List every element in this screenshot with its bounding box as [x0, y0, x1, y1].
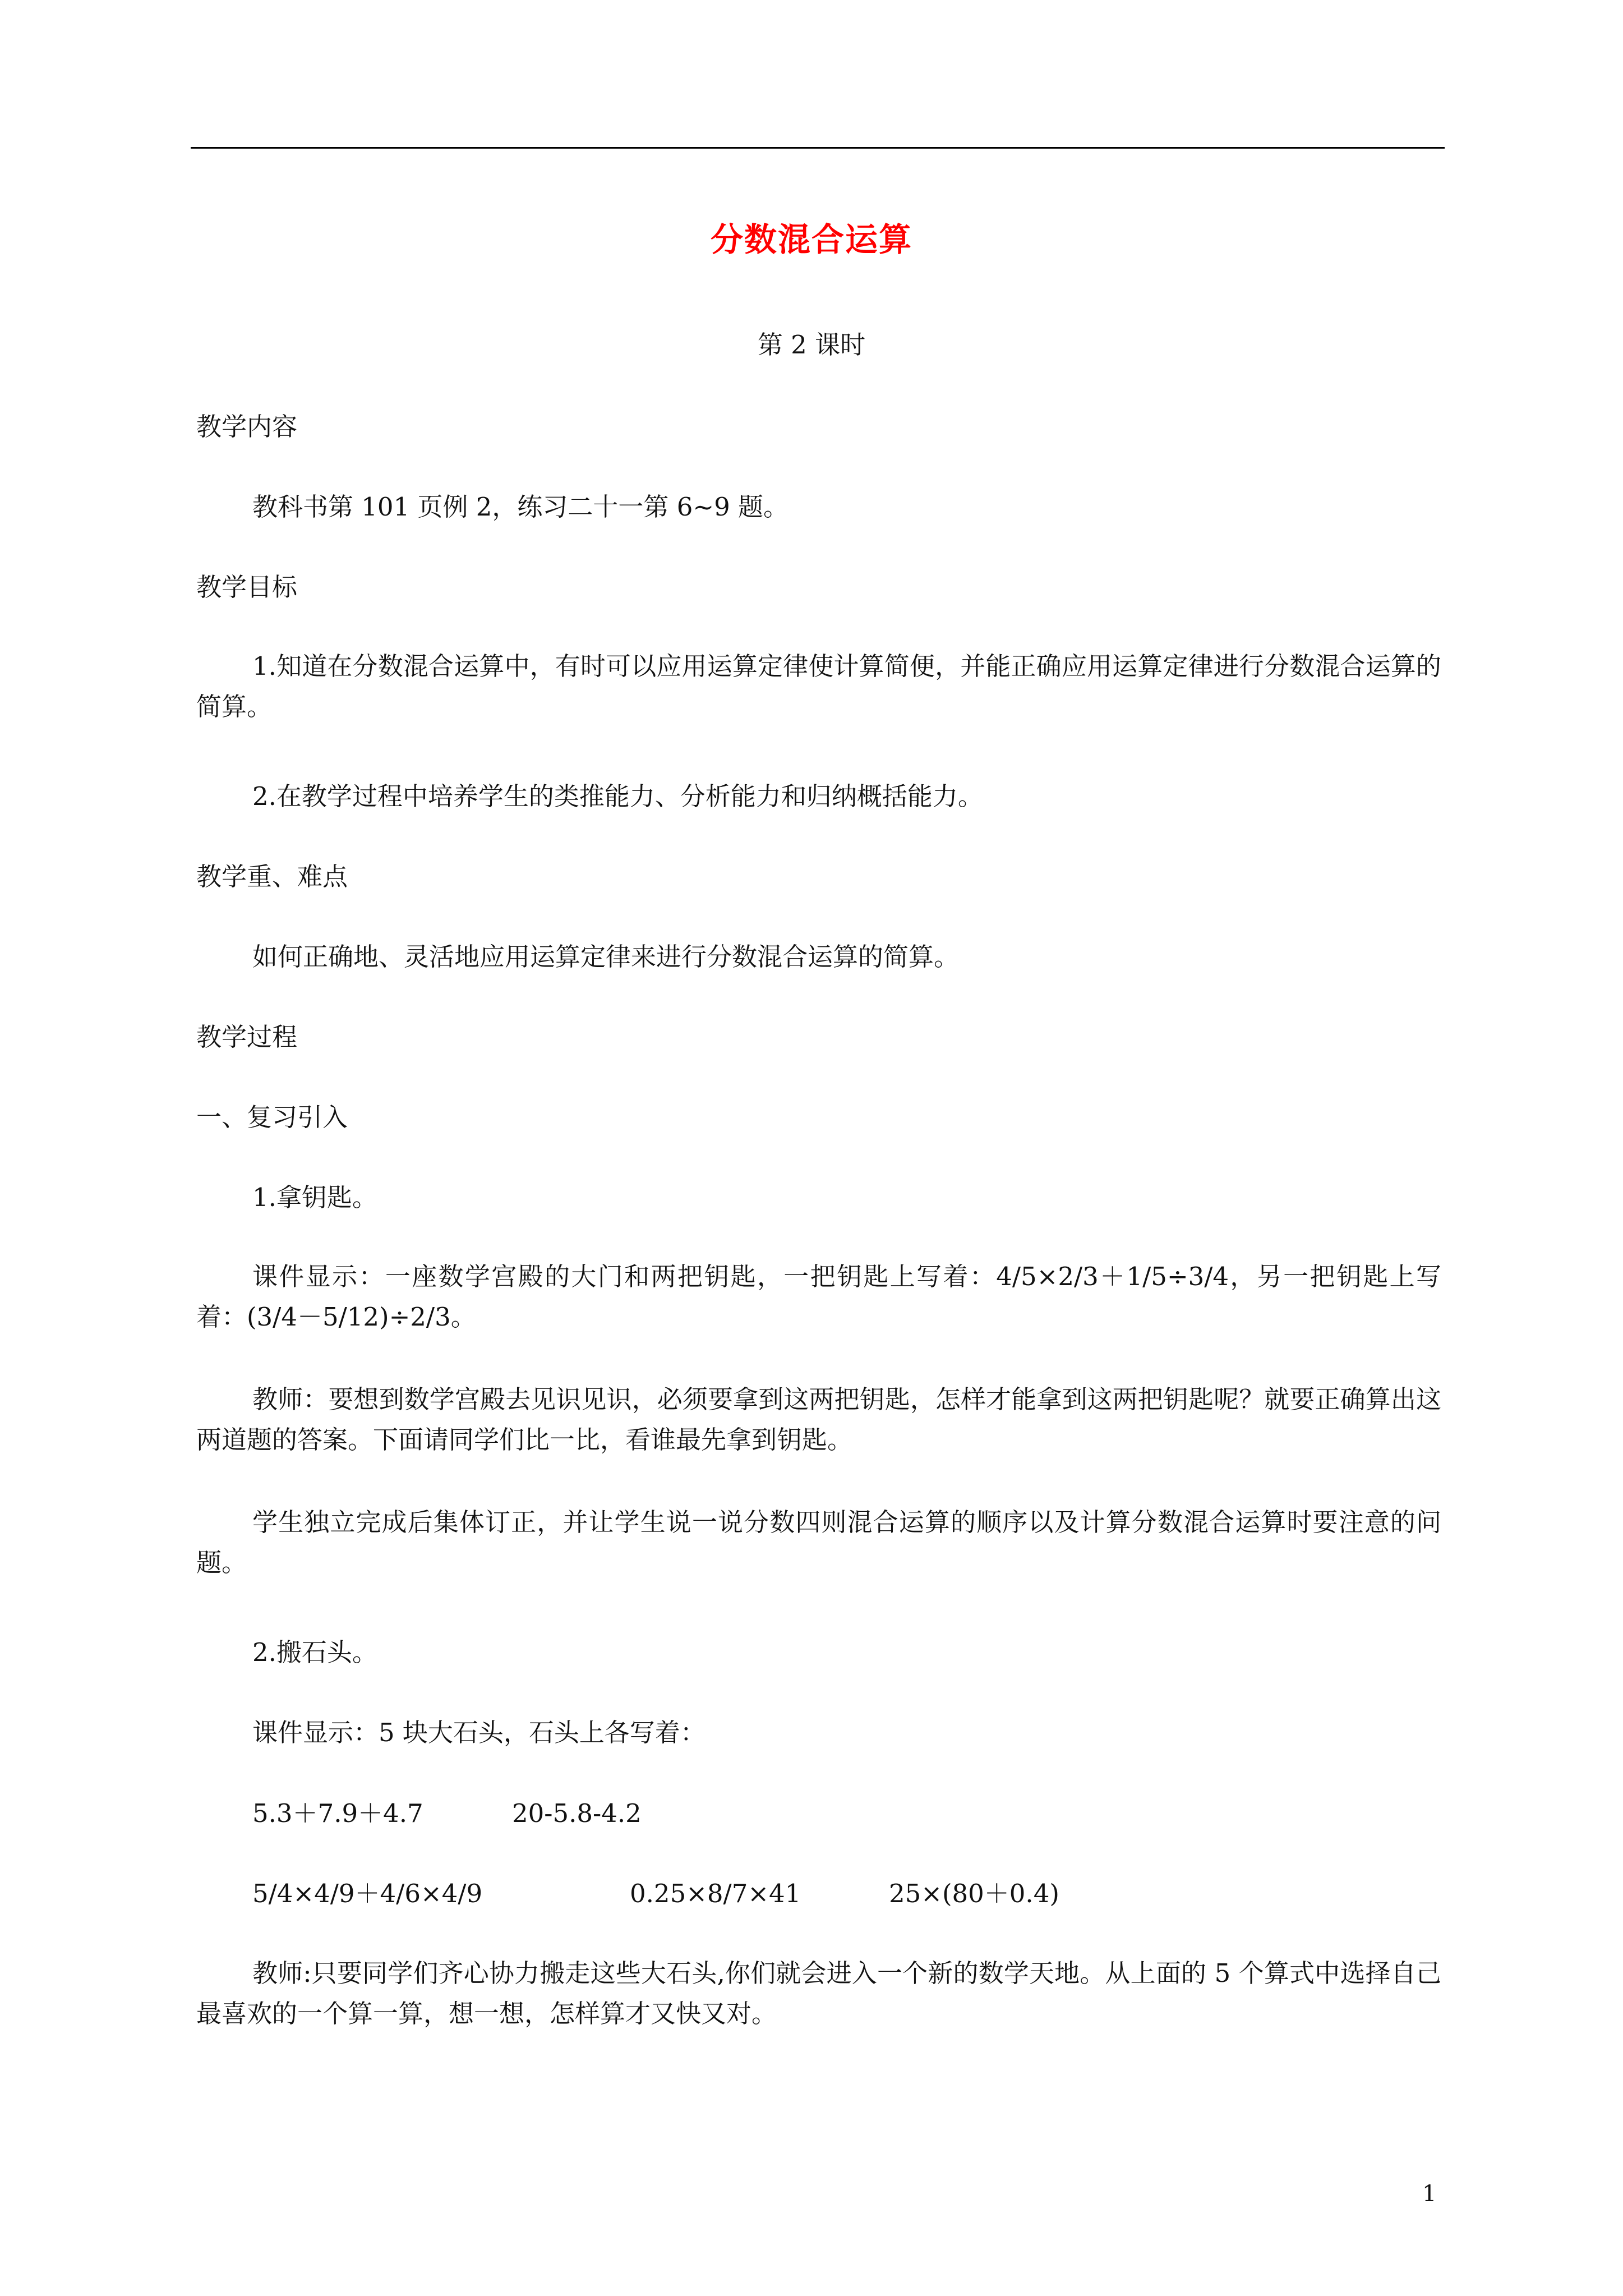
step-2-title: 2.搬石头。: [252, 1637, 377, 1667]
step-1-teacher: 教师：要想到数学宫殿去见识见识，必须要拿到这两把钥匙，怎样才能拿到这两把钥匙呢？就要正确算出这两道题的答案。下面请同学们比一比，看谁最先拿到钥匙。: [196, 1384, 1441, 1455]
formula: 5/4×4/9＋4/6×4/9: [252, 1879, 483, 1908]
lesson-number: 第 2 课时: [757, 330, 866, 360]
formula: 0.25×8/7×41: [630, 1879, 801, 1908]
heading-process: 教学过程: [196, 1022, 298, 1052]
step-2-display: 课件显示：5 块大石头，石头上各写着：: [252, 1718, 706, 1747]
step-1-display: 课件显示：一座数学宫殿的大门和两把钥匙，一把钥匙上写着：4/5×2/3＋1/5÷3/4，另一把钥匙上写着：(3/4－5/12)÷2/3。: [196, 1262, 1441, 1332]
goal-2: 2.在教学过程中培养学生的类推能力、分析能力和归纳概括能力。: [252, 781, 983, 811]
step-2-teacher: 教师:只要同学们齐心协力搬走这些大石头,你们就会进入一个新的数学天地。从上面的 5 个算式中选择自己最喜欢的一个算一算，想一想，怎样算才又快又对。: [196, 1958, 1441, 2028]
heading-goals: 教学目标: [196, 572, 298, 602]
part-1-heading: 一、复习引入: [196, 1102, 348, 1132]
heading-content: 教学内容: [196, 412, 298, 441]
focus-text: 如何正确地、灵活地应用运算定律来进行分数混合运算的简算。: [252, 942, 960, 972]
goal-1: 1.知道在分数混合运算中，有时可以应用运算定律使计算简便，并能正确应用运算定律进行分数混合运算的简算。: [196, 651, 1441, 721]
formula: 25×(80＋0.4): [889, 1879, 1059, 1908]
step-1-title: 1.拿钥匙。: [252, 1182, 377, 1212]
header-rule: [191, 147, 1445, 149]
formula: 5.3＋7.9＋4.7: [252, 1798, 423, 1828]
step-1-students: 学生独立完成后集体订正，并让学生说一说分数四则混合运算的顺序以及计算分数混合运算时要注意的问题。: [196, 1507, 1441, 1577]
document-title: 分数混合运算: [710, 220, 912, 259]
heading-focus: 教学重、难点: [196, 862, 348, 891]
formula: 20-5.8-4.2: [512, 1798, 642, 1828]
content-text: 教科书第 101 页例 2，练习二十一第 6~9 题。: [252, 492, 789, 522]
page-number: 1: [1422, 2181, 1437, 2207]
